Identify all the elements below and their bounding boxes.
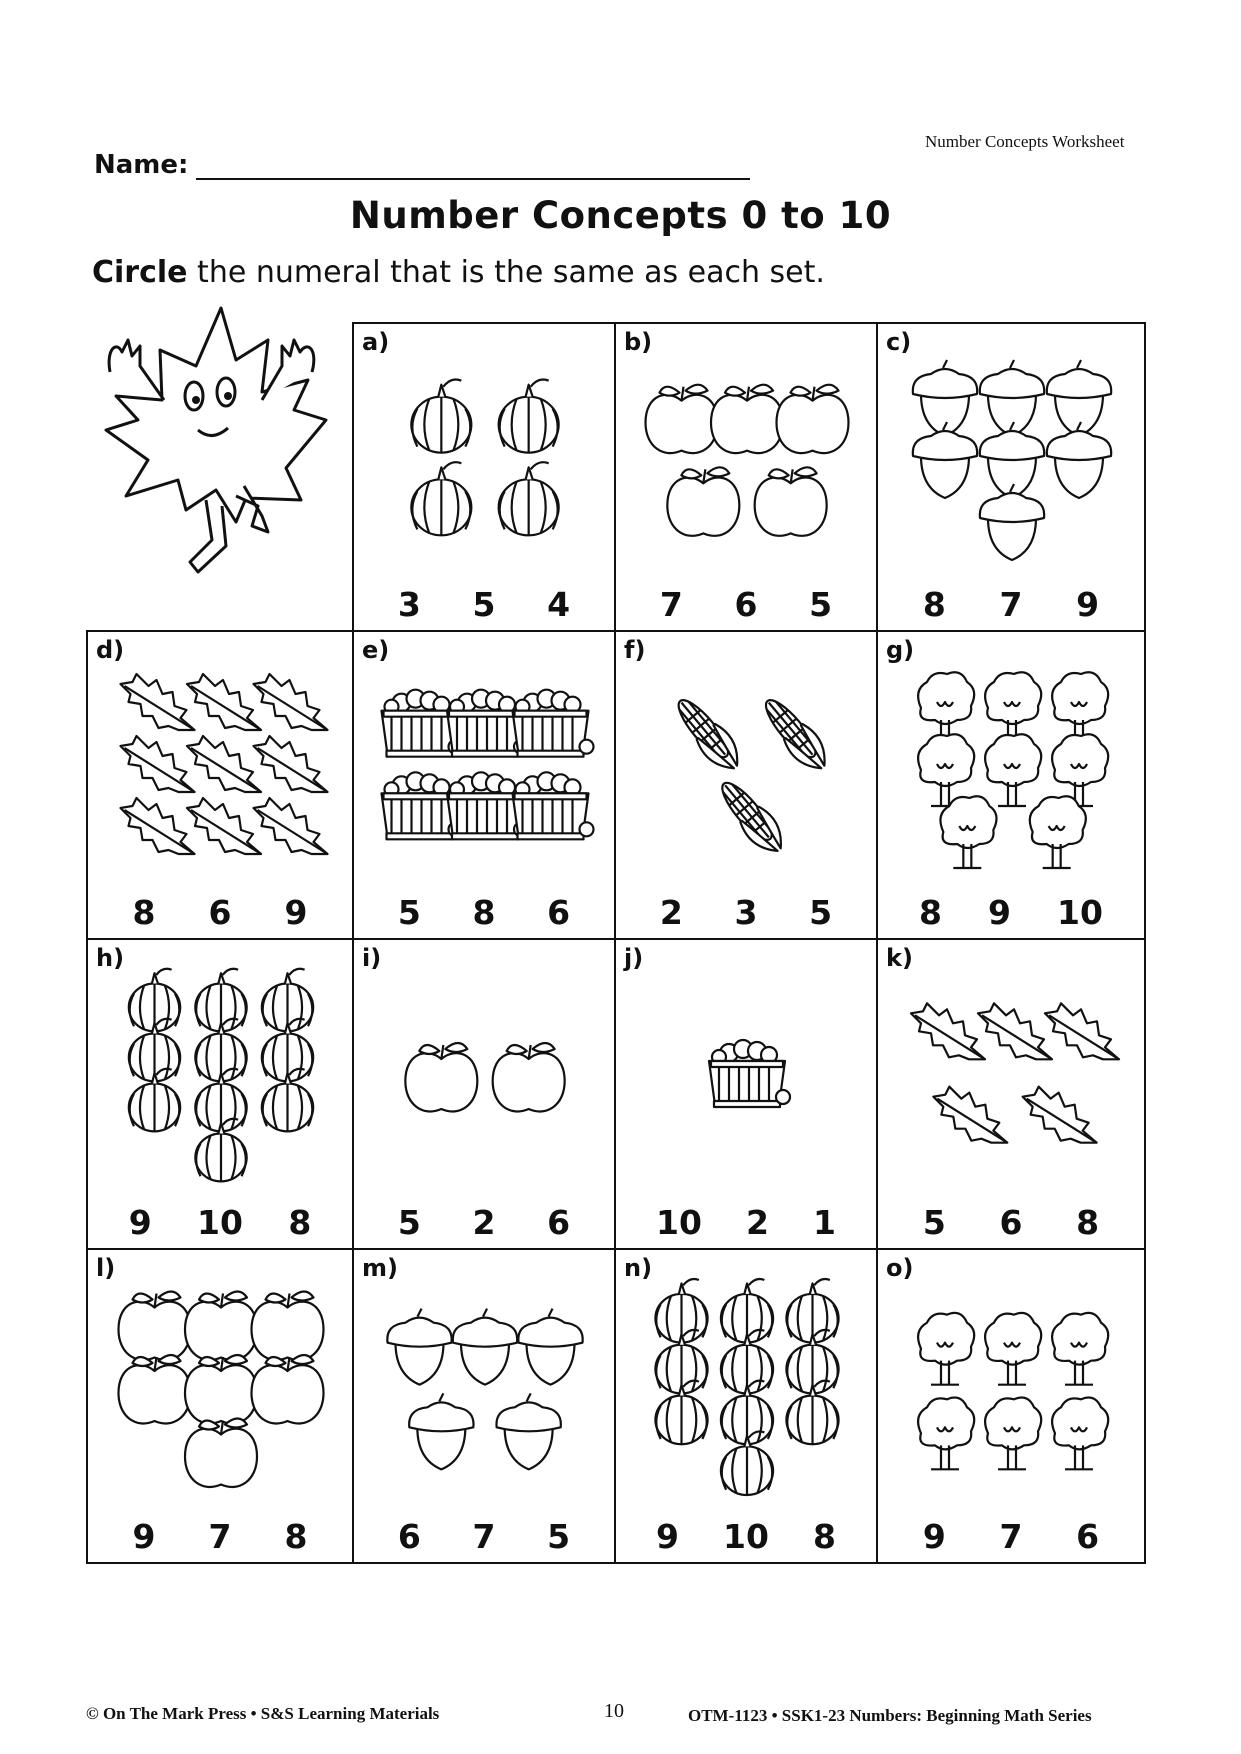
acorn-icon	[387, 1309, 451, 1385]
basket-set	[354, 632, 616, 900]
problem-cell-i	[352, 938, 616, 1250]
basket-icon	[513, 690, 594, 757]
basket-icon	[709, 1040, 790, 1107]
leaf-icon	[911, 1003, 985, 1059]
problem-label: o)	[886, 1254, 914, 1282]
numeral-choice[interactable]: 5	[547, 1517, 571, 1556]
numeral-choice[interactable]: 5	[397, 893, 421, 932]
pumpkin-icon	[655, 1279, 707, 1343]
apple-icon	[252, 1292, 324, 1360]
pumpkin-icon	[786, 1330, 838, 1394]
apple-icon	[493, 1043, 565, 1111]
pumpkin-set	[88, 940, 354, 1210]
apple-icon	[119, 1355, 191, 1423]
numeral-choice[interactable]: 3	[734, 893, 758, 932]
apple-set	[354, 940, 616, 1210]
problem-cell-g	[876, 630, 1146, 940]
numeral-choice[interactable]: 9	[988, 893, 1011, 932]
numeral-choice[interactable]: 8	[922, 585, 946, 624]
corn-icon	[712, 774, 791, 860]
pumpkin-icon	[129, 1019, 180, 1082]
apple-set	[616, 324, 878, 592]
apple-icon	[646, 385, 718, 453]
apple-icon	[667, 467, 739, 535]
pumpkin-icon	[786, 1279, 838, 1343]
numeral-choice[interactable]: 10	[656, 1203, 702, 1242]
numeral-choice[interactable]: 2	[472, 1203, 496, 1242]
acorn-set	[878, 324, 1146, 592]
numeral-choices	[354, 1203, 614, 1242]
pumpkin-icon	[721, 1330, 773, 1394]
problem-label: l)	[96, 1254, 116, 1282]
pumpkin-icon	[195, 1119, 246, 1182]
pumpkin-icon	[195, 1069, 246, 1132]
numeral-choice[interactable]: 7	[472, 1517, 496, 1556]
apple-set	[88, 1250, 354, 1524]
numeral-choice[interactable]: 4	[547, 585, 571, 624]
numeral-choices	[354, 585, 614, 624]
problem-label: m)	[362, 1254, 398, 1282]
pumpkin-icon	[721, 1381, 773, 1445]
problem-label: g)	[886, 636, 915, 664]
leaf-icon	[187, 798, 261, 854]
tree-icon	[985, 1313, 1041, 1385]
problem-label: i)	[362, 944, 382, 972]
leaf-icon	[978, 1003, 1052, 1059]
numeral-choice[interactable]: 6	[547, 893, 571, 932]
problem-cell-l	[86, 1248, 354, 1564]
numeral-choice[interactable]: 6	[208, 893, 232, 932]
numeral-choice[interactable]: 6	[547, 1203, 571, 1242]
numeral-choices	[616, 893, 876, 932]
problem-cell-n	[614, 1248, 878, 1564]
numeral-choice[interactable]: 5	[472, 585, 496, 624]
numeral-choice[interactable]: 2	[659, 893, 683, 932]
tree-icon	[940, 796, 996, 868]
tree-icon	[918, 734, 974, 806]
page-number: 10	[604, 1700, 624, 1722]
pumpkin-icon	[262, 969, 313, 1032]
apple-icon	[777, 385, 849, 453]
problem-cell-a	[352, 322, 616, 632]
leaf-icon	[121, 798, 195, 854]
tree-icon	[1052, 734, 1108, 806]
problem-cell-f	[614, 630, 878, 940]
problem-label: a)	[362, 328, 390, 356]
numeral-choice[interactable]: 5	[809, 893, 833, 932]
pumpkin-icon	[721, 1431, 773, 1495]
pumpkin-icon	[262, 1019, 313, 1082]
numeral-choice[interactable]: 5	[922, 1203, 946, 1242]
numeral-choice[interactable]: 9	[284, 893, 308, 932]
pumpkin-icon	[499, 380, 559, 453]
corn-icon	[668, 691, 747, 777]
tree-icon	[918, 1313, 974, 1385]
problem-label: c)	[886, 328, 912, 356]
numeral-choice[interactable]: 9	[128, 1203, 152, 1242]
leaf-icon	[1023, 1087, 1097, 1143]
numeral-choice[interactable]: 10	[1057, 893, 1103, 932]
numeral-choice[interactable]: 10	[723, 1517, 769, 1556]
page-title: Number Concepts 0 to 10	[349, 194, 892, 237]
numeral-choice[interactable]: 5	[809, 585, 833, 624]
pumpkin-icon	[195, 969, 246, 1032]
problem-cell-h	[86, 938, 354, 1250]
problem-cell-j	[614, 938, 878, 1250]
leaf-set	[878, 940, 1146, 1210]
numeral-choice[interactable]: 10	[197, 1203, 243, 1242]
pumpkin-icon	[411, 462, 471, 535]
tree-icon	[985, 734, 1041, 806]
tree-icon	[1052, 672, 1108, 744]
footer-copyright: © On The Mark Press • S&S Learning Materials	[86, 1704, 440, 1723]
pumpkin-icon	[655, 1330, 707, 1394]
tree-icon	[985, 672, 1041, 744]
acorn-icon	[980, 484, 1044, 560]
tree-icon	[985, 1398, 1041, 1470]
numeral-choice[interactable]: 8	[284, 1517, 308, 1556]
tree-icon	[1052, 1313, 1108, 1385]
corn-icon	[756, 691, 835, 777]
numeral-choice[interactable]: 5	[397, 1203, 421, 1242]
problem-cell-c	[876, 322, 1146, 632]
leaf-icon	[254, 674, 328, 730]
numeral-choice[interactable]: 8	[919, 893, 942, 932]
instruction-verb: Circle	[92, 255, 188, 290]
apple-icon	[119, 1292, 191, 1360]
numeral-choice[interactable]: 8	[1076, 1203, 1100, 1242]
apple-icon	[755, 467, 827, 535]
pumpkin-icon	[129, 969, 180, 1032]
instruction-text: the numeral that is the same as each set.	[187, 255, 825, 290]
problem-label: k)	[886, 944, 913, 972]
worksheet-series-label: Number Concepts Worksheet	[925, 132, 1125, 151]
apple-icon	[711, 385, 783, 453]
pumpkin-set	[616, 1250, 878, 1524]
numeral-choices	[878, 893, 1144, 932]
numeral-choices	[616, 1517, 876, 1556]
numeral-choice[interactable]: 1	[812, 1203, 836, 1242]
tree-icon	[918, 672, 974, 744]
acorn-icon	[518, 1309, 582, 1385]
acorn-icon	[409, 1393, 473, 1469]
leaf-icon	[254, 736, 328, 792]
problem-cell-m	[352, 1248, 616, 1564]
numeral-choice[interactable]: 9	[132, 1517, 156, 1556]
leaf-icon	[933, 1087, 1007, 1143]
numeral-choices	[616, 1203, 876, 1242]
leaf-set	[88, 632, 354, 900]
problem-label: h)	[96, 944, 125, 972]
pumpkin-icon	[411, 380, 471, 453]
name-blank-line[interactable]	[196, 178, 750, 180]
numeral-choice[interactable]: 7	[659, 585, 683, 624]
tree-set	[878, 1250, 1146, 1524]
numeral-choices	[88, 1203, 352, 1242]
tree-icon	[918, 1398, 974, 1470]
numeral-choices	[88, 893, 352, 932]
pumpkin-icon	[655, 1381, 707, 1445]
tree-icon	[1052, 1398, 1108, 1470]
problem-label: j)	[624, 944, 644, 972]
numeral-choice[interactable]: 7	[208, 1517, 232, 1556]
numeral-choice[interactable]: 9	[656, 1517, 679, 1556]
numeral-choice[interactable]: 9	[1076, 585, 1100, 624]
pumpkin-icon	[786, 1381, 838, 1445]
numeral-choice[interactable]: 7	[999, 1517, 1023, 1556]
problem-cell-d	[86, 630, 354, 940]
acorn-icon	[453, 1309, 517, 1385]
basket-icon	[513, 772, 594, 839]
leaf-icon	[121, 674, 195, 730]
apple-icon	[185, 1292, 257, 1360]
problem-label: n)	[624, 1254, 653, 1282]
numeral-choices	[878, 1203, 1144, 1242]
acorn-icon	[913, 422, 977, 498]
pumpkin-icon	[499, 462, 559, 535]
pumpkin-icon	[129, 1069, 180, 1132]
problem-cell-b	[614, 322, 878, 632]
numeral-choices	[354, 1517, 614, 1556]
apple-icon	[405, 1043, 477, 1111]
problem-cell-k	[876, 938, 1146, 1250]
pumpkin-icon	[721, 1279, 773, 1343]
acorn-set	[354, 1250, 616, 1524]
corn-set	[616, 632, 878, 900]
numeral-choice[interactable]: 8	[288, 1203, 312, 1242]
numeral-choices	[878, 1517, 1144, 1556]
numeral-choice[interactable]: 6	[397, 1517, 421, 1556]
numeral-choice[interactable]: 6	[734, 585, 758, 624]
pumpkin-icon	[262, 1069, 313, 1132]
problem-cell-e	[352, 630, 616, 940]
apple-icon	[252, 1355, 324, 1423]
problem-cell-o	[876, 1248, 1146, 1564]
numeral-choice[interactable]: 2	[745, 1203, 769, 1242]
numeral-choices	[878, 585, 1144, 624]
instruction	[92, 255, 825, 290]
leaf-icon	[254, 798, 328, 854]
acorn-icon	[496, 1393, 560, 1469]
problem-label: e)	[362, 636, 390, 664]
numeral-choice[interactable]: 9	[922, 1517, 946, 1556]
numeral-choice[interactable]: 6	[999, 1203, 1023, 1242]
numeral-choice[interactable]: 8	[472, 893, 496, 932]
basket-set	[616, 940, 878, 1210]
footer-series: OTM-1123 • SSK1-23 Numbers: Beginning Math Series	[688, 1706, 1092, 1725]
leaf-icon	[121, 736, 195, 792]
leaf-icon	[1045, 1003, 1119, 1059]
leaf-icon	[187, 736, 261, 792]
tree-set	[878, 632, 1146, 900]
problem-label: d)	[96, 636, 125, 664]
apple-icon	[185, 1419, 257, 1487]
numeral-choice[interactable]: 6	[1076, 1517, 1100, 1556]
problem-label: b)	[624, 328, 653, 356]
problem-label: f)	[624, 636, 646, 664]
numeral-choice[interactable]: 8	[812, 1517, 836, 1556]
name-label: Name:	[94, 150, 189, 180]
numeral-choice[interactable]: 3	[397, 585, 421, 624]
numeral-choices	[616, 585, 876, 624]
numeral-choices	[354, 893, 614, 932]
numeral-choice[interactable]: 8	[132, 893, 156, 932]
numeral-choices	[88, 1517, 352, 1556]
pumpkin-set	[354, 324, 616, 592]
pumpkin-icon	[195, 1019, 246, 1082]
leaf-icon	[187, 674, 261, 730]
acorn-icon	[1047, 422, 1111, 498]
tree-icon	[1030, 796, 1086, 868]
maple-leaf-mascot	[86, 300, 346, 600]
apple-icon	[185, 1355, 257, 1423]
numeral-choice[interactable]: 7	[999, 585, 1023, 624]
